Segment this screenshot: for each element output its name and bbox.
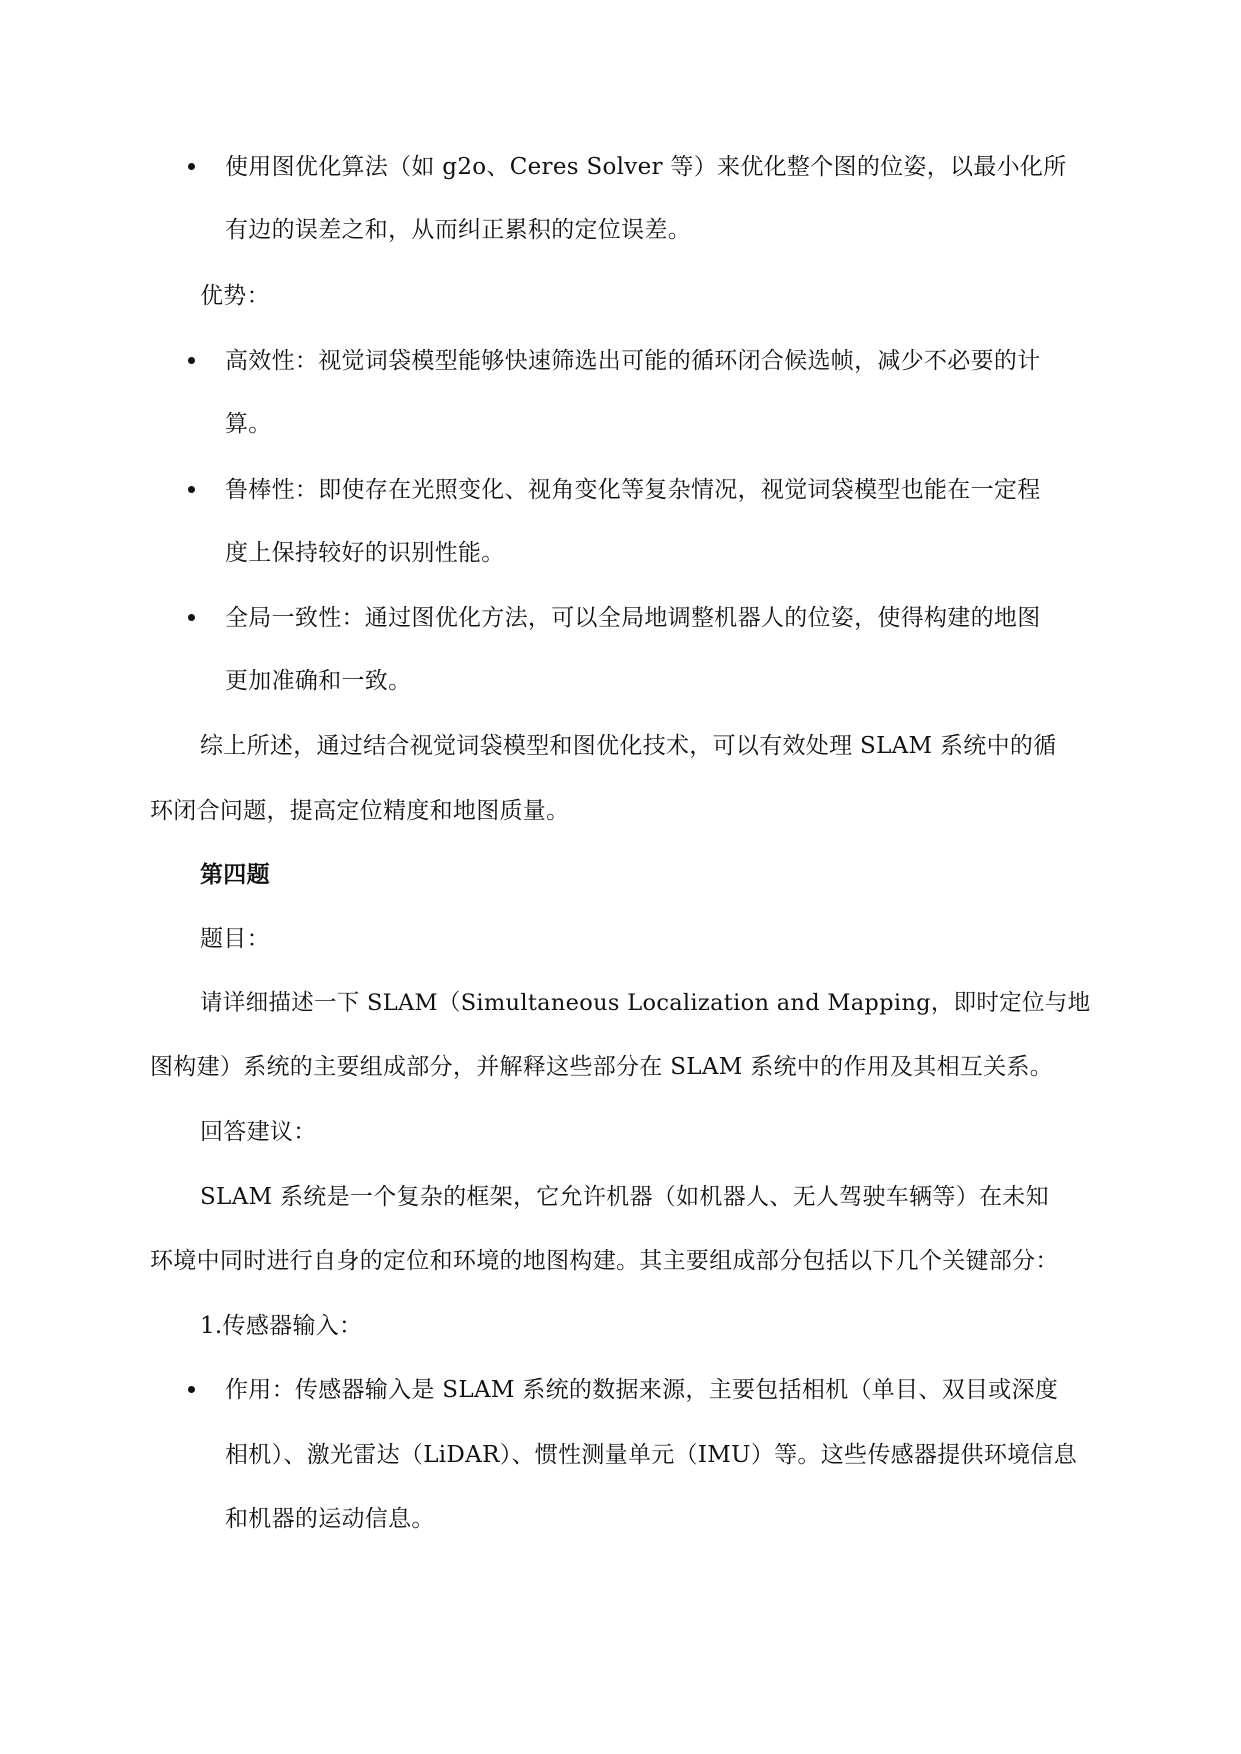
section-label-question: 题目： bbox=[200, 926, 270, 952]
bullet-icon bbox=[188, 163, 195, 170]
bullet-text-line: 有边的误差之和，从而纠正累积的定位误差。 bbox=[225, 217, 691, 243]
bullet-text-line: 相机）、激光雷达（LiDAR）、惯性测量单元（IMU）等。这些传感器提供环境信息 bbox=[225, 1442, 1078, 1468]
bullet-icon bbox=[188, 357, 195, 364]
numbered-subheading: 1.传感器输入： bbox=[200, 1313, 363, 1339]
bullet-text-line: 算。 bbox=[225, 411, 272, 437]
section-label-answer: 回答建议： bbox=[200, 1119, 317, 1145]
bullet-icon bbox=[188, 1386, 195, 1393]
bullet-text-line: 全局一致性：通过图优化方法，可以全局地调整机器人的位姿，使得构建的地图 bbox=[225, 605, 1041, 631]
bullet-text-line: 度上保持较好的识别性能。 bbox=[225, 540, 505, 566]
paragraph-line: 图构建）系统的主要组成部分，并解释这些部分在 SLAM 系统中的作用及其相互关系。 bbox=[150, 1054, 1054, 1080]
bullet-icon bbox=[188, 614, 195, 621]
paragraph-line: SLAM 系统是一个复杂的框架，它允许机器（如机器人、无人驾驶车辆等）在未知 bbox=[200, 1184, 1049, 1210]
bullet-text-line: 鲁棒性：即使存在光照变化、视角变化等复杂情况，视觉词袋模型也能在一定程 bbox=[225, 477, 1041, 503]
bullet-icon bbox=[188, 486, 195, 493]
bullet-text-line: 使用图优化算法（如 g2o、Ceres Solver 等）来优化整个图的位姿，以最小化所 bbox=[225, 154, 1067, 180]
section-label-advantages: 优势： bbox=[200, 283, 270, 309]
paragraph-line: 请详细描述一下 SLAM（Simultaneous Localization and Mapping，即时定位与地 bbox=[200, 990, 1091, 1016]
bullet-text-line: 作用：传感器输入是 SLAM 系统的数据来源，主要包括相机（单目、双目或深度 bbox=[225, 1377, 1059, 1403]
section-heading: 第四题 bbox=[200, 861, 270, 888]
bullet-text-line: 更加准确和一致。 bbox=[225, 668, 412, 694]
bullet-text-line: 和机器的运动信息。 bbox=[225, 1506, 435, 1532]
paragraph-line: 环闭合问题，提高定位精度和地图质量。 bbox=[150, 798, 570, 824]
paragraph-line: 综上所述，通过结合视觉词袋模型和图优化技术，可以有效处理 SLAM 系统中的循 bbox=[200, 733, 1057, 759]
bullet-text-line: 高效性：视觉词袋模型能够快速筛选出可能的循环闭合候选帧，减少不必要的计 bbox=[225, 348, 1041, 374]
paragraph-line: 环境中同时进行自身的定位和环境的地图构建。其主要组成部分包括以下几个关键部分： bbox=[150, 1248, 1059, 1274]
